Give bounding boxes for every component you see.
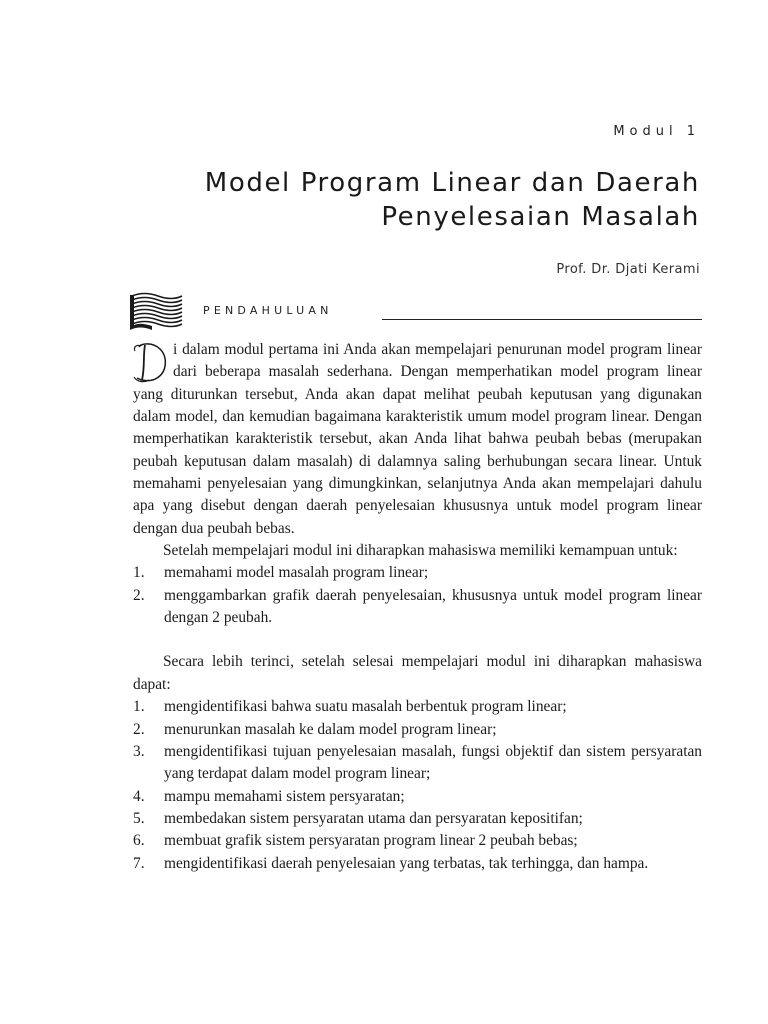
title-line-1: Model Program Linear dan Daerah bbox=[204, 168, 700, 198]
list-item: 3. mengidentifikasi tujuan penyelesaian masalah, fungsi objektif dan sistem persyaratan yang terdapat dalam model program linear; bbox=[133, 742, 702, 783]
title-line-2: Penyelesaian Masalah bbox=[381, 202, 700, 232]
section-heading: PENDAHULUAN bbox=[203, 304, 333, 317]
objectives-intro: Setelah mempelajari modul ini diharapkan mahasiswa memiliki kemampuan untuk: bbox=[163, 542, 678, 560]
body-text bbox=[133, 339, 702, 875]
list-item: 7. mengidentifikasi daerah penyelesaian yang terbatas, tak terhingga, dan hampa. bbox=[133, 854, 649, 872]
author-name: Prof. Dr. Djati Kerami bbox=[556, 262, 700, 277]
module-label: Modul 1 bbox=[613, 124, 700, 139]
svg-text:D: D bbox=[147, 365, 150, 370]
book-pages-icon bbox=[130, 292, 184, 332]
list-item: 1. mengidentifikasi bahwa suatu masalah berbentuk program linear; bbox=[133, 698, 567, 716]
list-item: 1. memahami model masalah program linear; bbox=[133, 564, 429, 582]
list-item: 5. membedakan sistem persyaratan utama dan persyaratan kepositifan; bbox=[133, 809, 583, 827]
page-title bbox=[205, 166, 700, 234]
list-item: 6. membuat grafik sistem persyaratan program linear 2 peubah bebas; bbox=[133, 832, 578, 850]
list-item: 4. mampu memahami sistem persyaratan; bbox=[133, 787, 405, 805]
objectives-list-detailed bbox=[133, 696, 702, 875]
objectives-list-general bbox=[133, 562, 702, 629]
heading-rule bbox=[382, 319, 702, 320]
list-item: 2. menurunkan masalah ke dalam model program linear; bbox=[133, 720, 497, 738]
objectives-detailed-intro: Secara lebih terinci, setelah selesai mempelajari modul ini diharapkan mahasiswa dapat: bbox=[133, 653, 702, 693]
intro-paragraph: i dalam modul pertama ini Anda akan mempelajari penurunan model program linear dari beberapa masalah sederhana. Dengan memperhatikan model program linear yang diturunkan tersebut, Anda akan dapat melihat peubah keputusan yang digunakan dalam model, dan kemudian bagaimana karakteristik umum model program linear. Dengan memperhatikan karakteristik tersebut, akan Anda lihat bahwa peubah bebas (merupakan peubah keputusan dalam masalah) di dalamnya saling berhubungan secara linear. Untuk memahami penyelesaian yang dimungkinkan, selanjutnya Anda akan mempelajari dahulu apa yang disebut dengan daerah penyelesaian khususnya untuk model program linear dengan dua peubah bebas. bbox=[133, 341, 702, 537]
list-item: 2. menggambarkan grafik daerah penyelesaian, khususnya untuk model program linear dengan 2 peubah. bbox=[133, 586, 702, 627]
dropcap-letter bbox=[131, 341, 169, 383]
